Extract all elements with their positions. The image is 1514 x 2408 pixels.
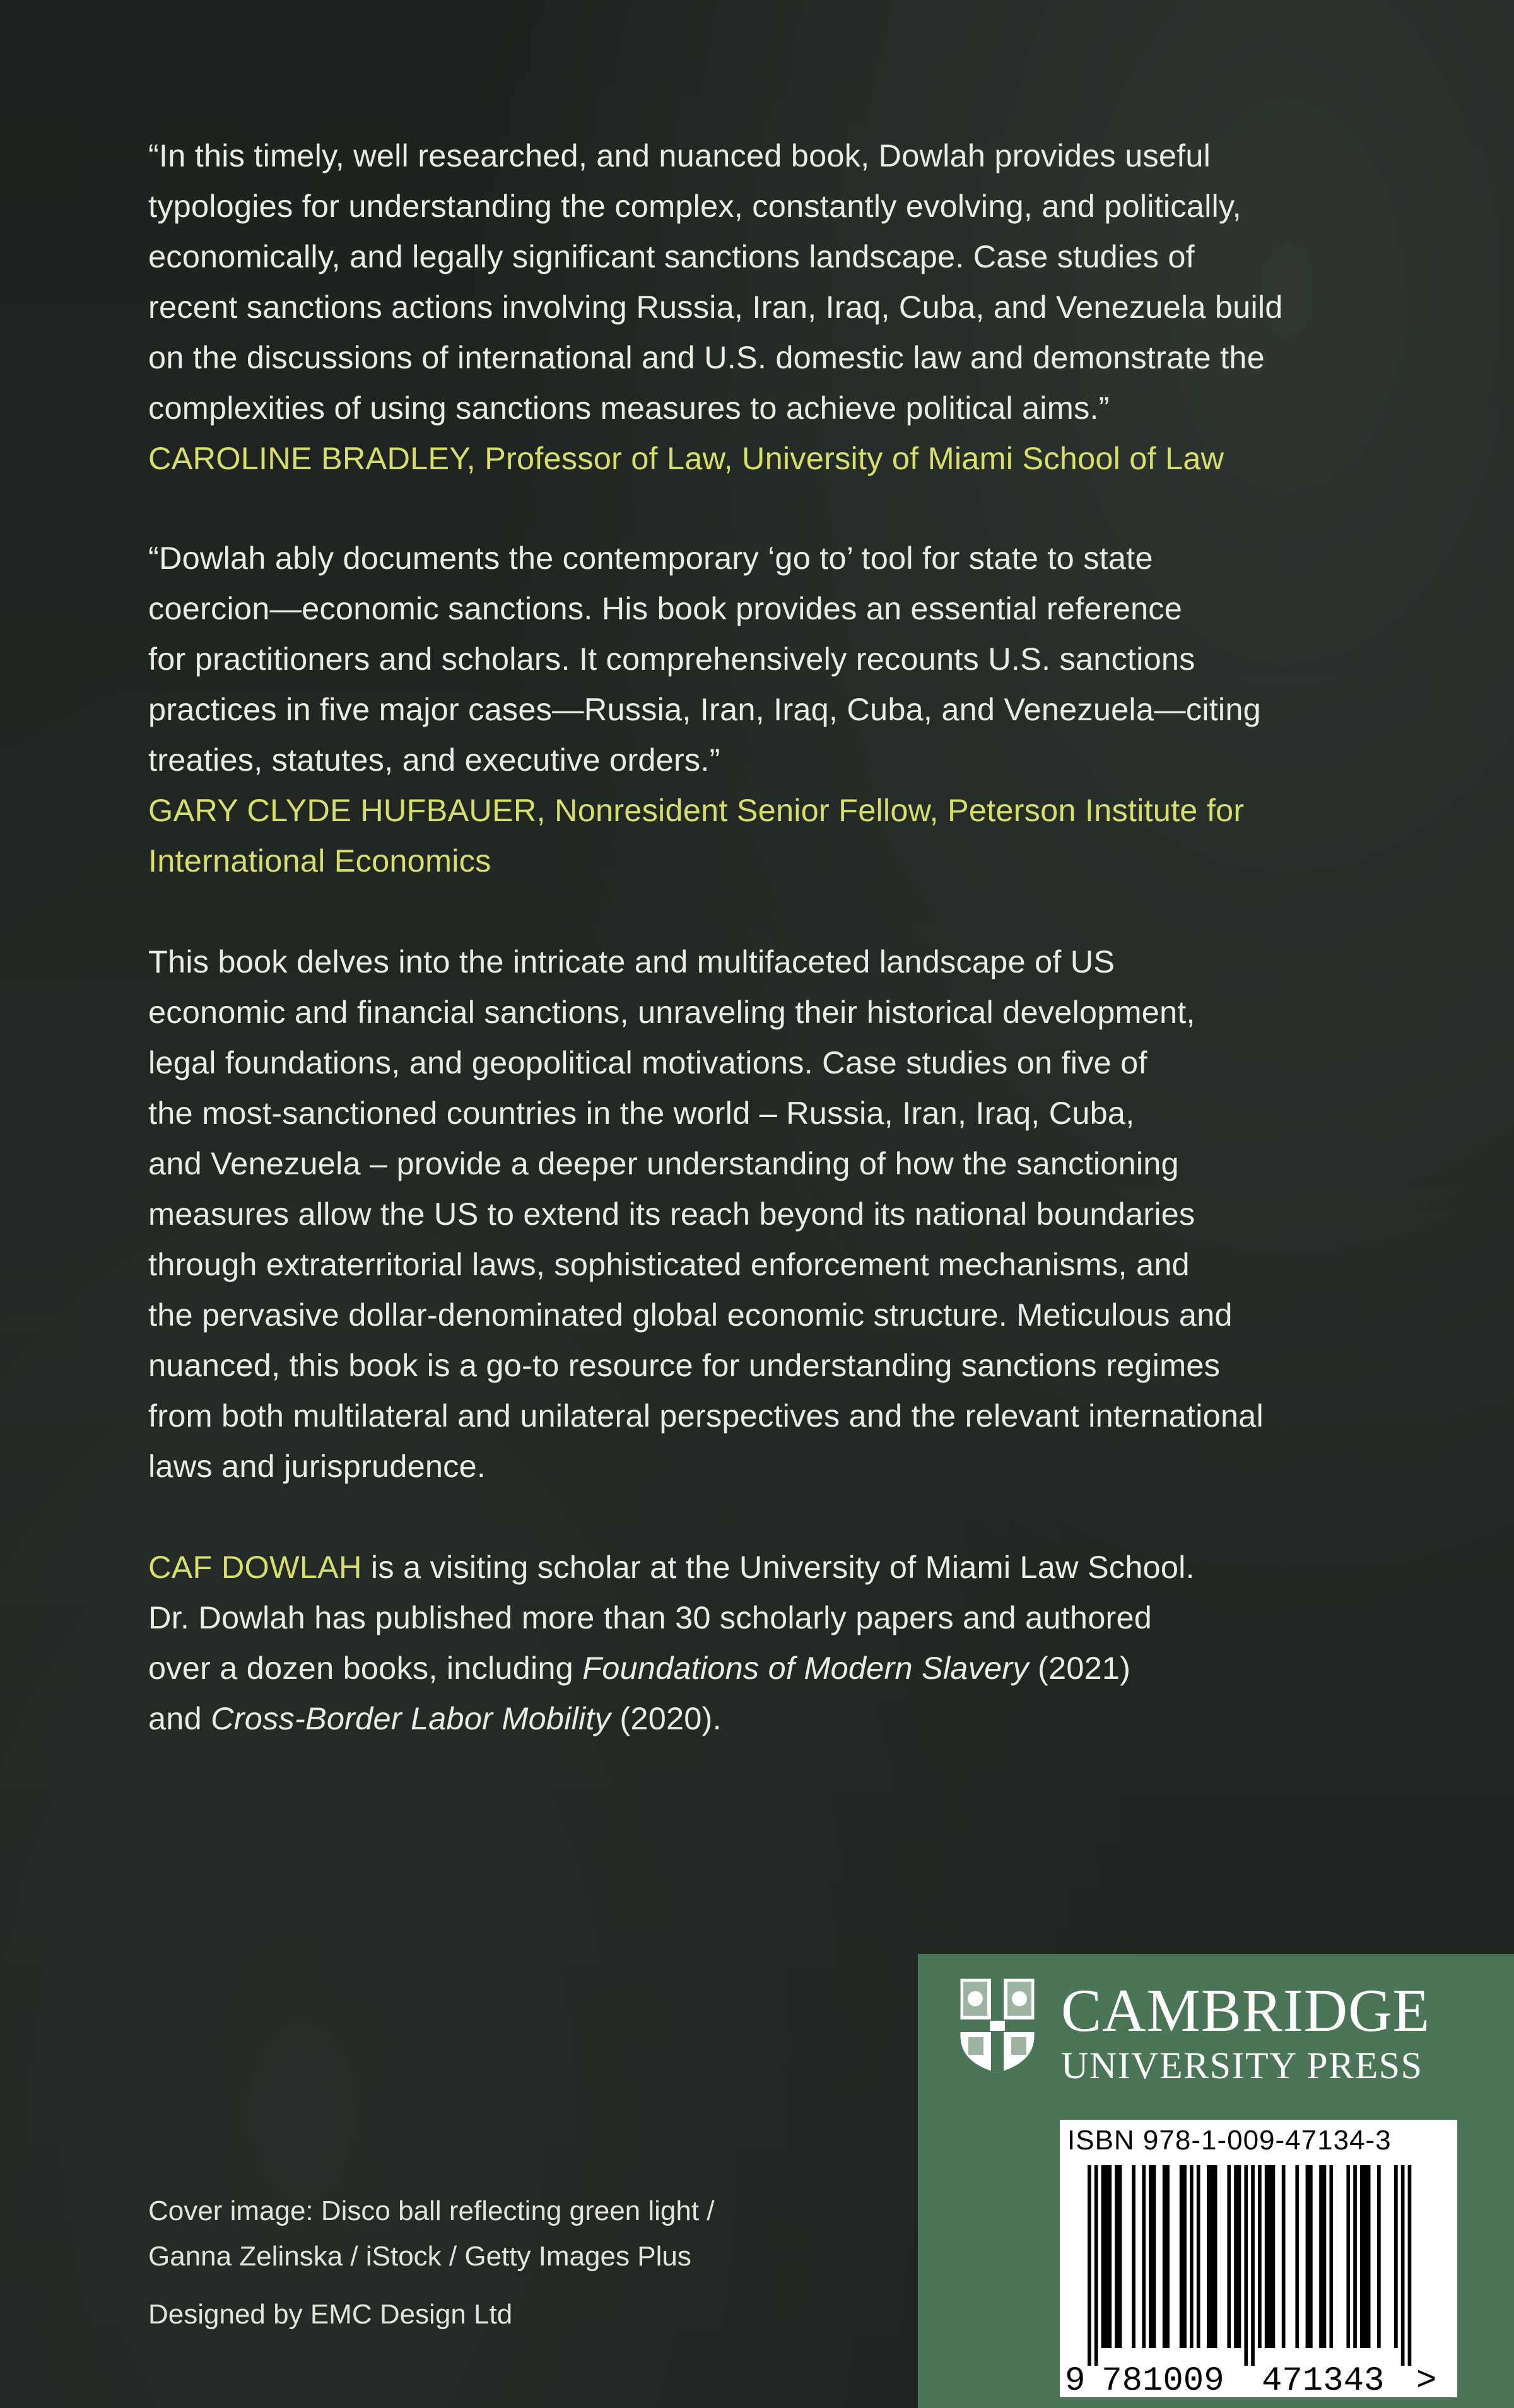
barcode-bar: [1105, 2165, 1108, 2348]
barcode-bar: [1401, 2165, 1405, 2366]
cover-image-credit: [148, 2189, 715, 2279]
barcode-bar: [1367, 2165, 1371, 2348]
barcode-bar: [1101, 2165, 1105, 2348]
description-line: and Venezuela – provide a deeper understanding of how the sanctioning: [148, 1145, 1179, 1181]
barcode-bar: [1132, 2165, 1136, 2348]
endorser-affiliation-cont: International Economics: [148, 843, 491, 879]
quote-line: treaties, statutes, and executive orders.”: [148, 742, 720, 778]
barcode-bar: [1214, 2165, 1218, 2348]
description-line: economic and financial sanctions, unraveling their historical development,: [148, 994, 1195, 1030]
barcode-bar: [1295, 2165, 1299, 2348]
designer-credit: [148, 2292, 512, 2337]
barcode-bar: [1149, 2165, 1153, 2348]
bio-line: Dr. Dowlah has published more than 30 scholarly papers and authored: [148, 1599, 1153, 1635]
quote-line: coercion—economic sanctions. His book provides an essential reference: [148, 590, 1183, 626]
barcode-bar: [1319, 2165, 1323, 2348]
credit-line: Cover image: Disco ball reflecting green light /: [148, 2195, 715, 2226]
author-bio: [148, 1542, 1423, 1744]
book-title: Cross-Border Labor Mobility: [211, 1700, 611, 1736]
bio-text: and: [148, 1700, 211, 1736]
publisher-subname: UNIVERSITY PRESS: [1061, 2045, 1423, 2086]
barcode-bar: [1163, 2165, 1166, 2348]
barcode-bar: [1265, 2165, 1269, 2348]
barcode-bar: [1323, 2165, 1327, 2348]
endorser-affiliation: Nonresident Senior Fellow, Peterson Institute for: [545, 792, 1245, 828]
endorser-name: CAROLINE BRADLEY,: [148, 440, 476, 476]
barcode-digit-lead: 9: [1065, 2362, 1086, 2395]
barcode-bar: [1408, 2165, 1412, 2366]
barcode-bar: [1234, 2165, 1238, 2348]
isbn-barcode: [1060, 2120, 1457, 2397]
barcode-bar: [1306, 2165, 1310, 2348]
endorser-affiliation: Professor of Law, University of Miami School of Law: [475, 440, 1224, 476]
barcode-bar: [1360, 2165, 1364, 2348]
barcode-bar: [1268, 2165, 1272, 2348]
barcode-bar: [1207, 2165, 1211, 2348]
quote-line: practices in five major cases—Russia, Iran, Iraq, Cuba, and Venezuela—citing: [148, 691, 1261, 727]
bio-text: is a visiting scholar at the University of Miami Law School.: [361, 1549, 1195, 1585]
barcode-bar: [1346, 2165, 1350, 2348]
description-line: legal foundations, and geopolitical motivations. Case studies on five of: [148, 1044, 1147, 1080]
quote-attribution: [148, 433, 1423, 484]
cambridge-shield-icon: [957, 1975, 1038, 2076]
quote-line: recent sanctions actions involving Russia, Iran, Iraq, Cuba, and Venezuela build: [148, 289, 1283, 325]
book-title: Foundations of Modern Slavery: [582, 1650, 1029, 1686]
description-line: laws and jurisprudence.: [148, 1448, 486, 1484]
bio-line: [148, 1693, 1423, 1744]
publisher-name: CAMBRIDGE: [1061, 1977, 1431, 2044]
description-line: the most-sanctioned countries in the world – Russia, Iran, Iraq, Cuba,: [148, 1095, 1135, 1131]
author-name: CAF DOWLAH: [148, 1549, 362, 1585]
book-description: [148, 937, 1423, 1492]
quote-line: for practitioners and scholars. It comprehensively recounts U.S. sanctions: [148, 641, 1195, 677]
barcode-bar: [1142, 2165, 1146, 2348]
barcode-bar: [1238, 2165, 1241, 2348]
credit-line: Ganna Zelinska / iStock / Getty Images Plus: [148, 2241, 691, 2272]
quote-line: typologies for understanding the complex, constantly evolving, and politically,: [148, 188, 1241, 224]
barcode-digits-left: 781009: [1101, 2362, 1224, 2395]
barcode-icon: [1064, 2165, 1453, 2395]
barcode-bar: [1309, 2165, 1313, 2348]
barcode-quiet-zone-mark: >: [1416, 2362, 1437, 2395]
barcode-bar: [1183, 2165, 1187, 2348]
barcode-bar: [1115, 2165, 1118, 2348]
quote-line: “Dowlah ably documents the contemporary ‘go to’ tool for state to state: [148, 540, 1153, 576]
quote-attribution: [148, 785, 1423, 836]
bio-text: over a dozen books, including: [148, 1650, 583, 1686]
endorsement-quote-2: [148, 533, 1423, 886]
bio-line: [148, 1542, 1423, 1593]
barcode-bar: [1227, 2165, 1231, 2348]
quote-line: “In this timely, well researched, and nuanced book, Dowlah provides useful: [148, 137, 1211, 173]
barcode-bar: [1094, 2165, 1098, 2366]
barcode-digits-right: 471343: [1262, 2362, 1385, 2395]
barcode-bar: [1329, 2165, 1333, 2348]
barcode-bar: [1088, 2165, 1091, 2366]
barcode-bar: [1258, 2165, 1262, 2348]
description-line: nuanced, this book is a go-to resource for understanding sanctions regimes: [148, 1347, 1221, 1383]
description-line: through extraterritorial laws, sophisticated enforcement mechanisms, and: [148, 1246, 1190, 1282]
barcode-bar: [1197, 2165, 1200, 2348]
barcode-bar: [1210, 2165, 1214, 2348]
bio-line: [148, 1643, 1423, 1693]
barcode-bar: [1377, 2165, 1381, 2348]
barcode-bar: [1282, 2165, 1286, 2348]
quote-line: complexities of using sanctions measures to achieve political aims.”: [148, 390, 1110, 426]
description-line: from both multilateral and unilateral perspectives and the relevant international: [148, 1398, 1264, 1434]
barcode-bar: [1363, 2165, 1367, 2348]
bio-text: (2020).: [611, 1700, 722, 1736]
description-line: the pervasive dollar-denominated global economic structure. Meticulous and: [148, 1297, 1233, 1333]
barcode-bar: [1244, 2165, 1248, 2366]
barcode-bar: [1180, 2165, 1183, 2348]
barcode-bar: [1394, 2165, 1398, 2348]
description-line: measures allow the US to extend its reach beyond its national boundaries: [148, 1196, 1195, 1232]
bio-text: (2021): [1028, 1650, 1131, 1686]
barcode-bar: [1190, 2165, 1194, 2348]
isbn-label: ISBN 978-1-009-47134-3: [1067, 2125, 1392, 2156]
barcode-bar: [1353, 2165, 1357, 2348]
publisher-wordmark: [1061, 1979, 1430, 2088]
description-line: This book delves into the intricate and multifaceted landscape of US: [148, 944, 1115, 979]
barcode-bar: [1118, 2165, 1122, 2348]
barcode-bar: [1272, 2165, 1276, 2348]
barcode-bar: [1153, 2165, 1156, 2348]
credit-line: Designed by EMC Design Ltd: [148, 2299, 513, 2330]
endorser-name: GARY CLYDE HUFBAUER,: [148, 792, 546, 828]
publisher-panel: [918, 1954, 1514, 2408]
quote-line: on the discussions of international and U.S. domestic law and demonstrate the: [148, 339, 1265, 375]
barcode-bar: [1251, 2165, 1255, 2366]
barcode-bar: [1108, 2165, 1112, 2348]
quote-line: economically, and legally significant sanctions landscape. Case studies of: [148, 238, 1195, 274]
barcode-bar: [1166, 2165, 1170, 2348]
endorsement-quote-1: [148, 131, 1423, 484]
